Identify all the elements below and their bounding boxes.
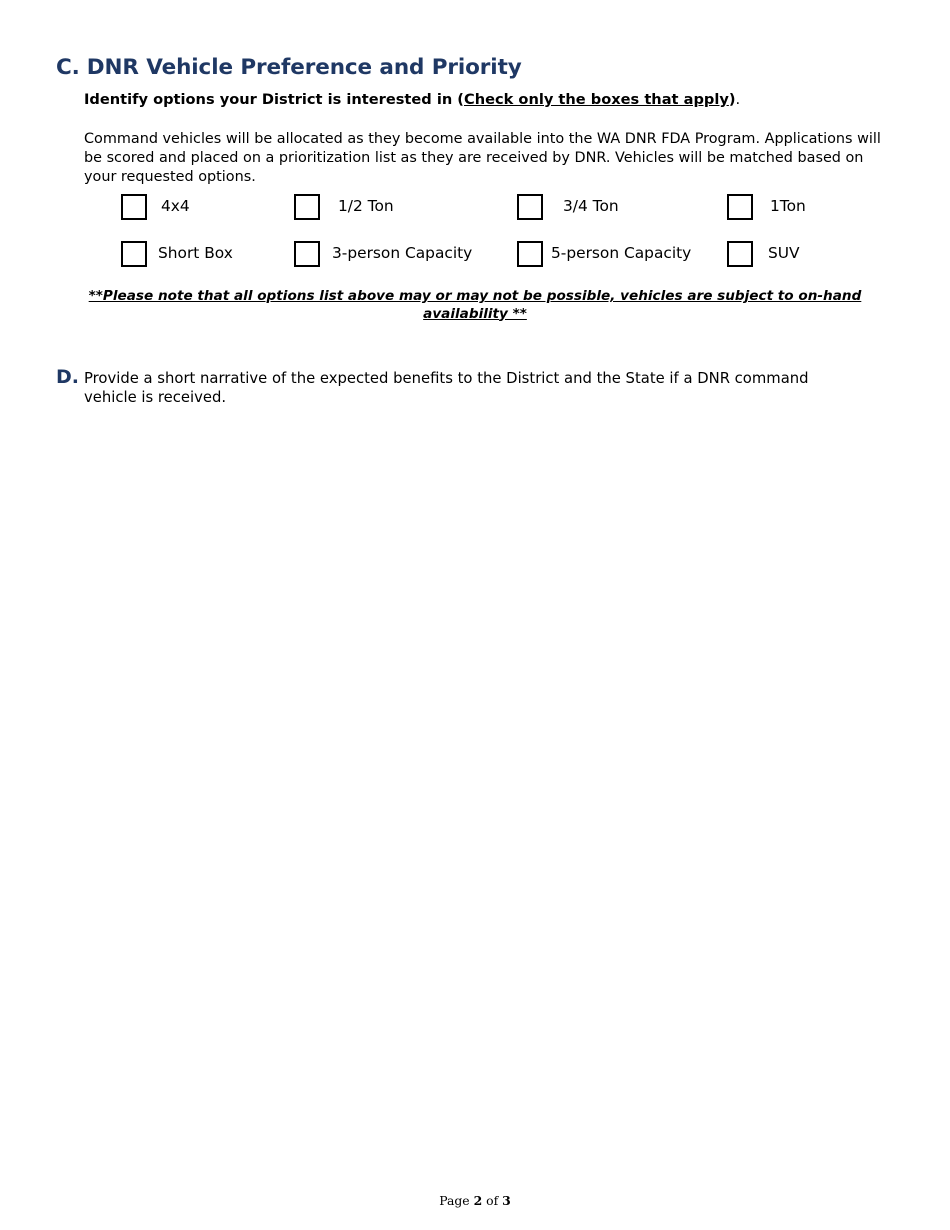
availability-note-text: **Please note that all options list above may or may not be possible, vehicles are subject to on-hand availability ** <box>88 288 862 322</box>
identify-lead-text: Identify options your District is interested in ( <box>84 91 464 108</box>
vehicle-options-checkbox-grid <box>0 194 950 288</box>
section-d-letter: D. <box>56 366 79 388</box>
section-c-heading <box>56 55 522 80</box>
page-footer <box>0 1193 950 1208</box>
option-three-person-capacity[interactable] <box>294 241 472 267</box>
option-label-short-box: Short Box <box>158 244 233 263</box>
section-c-intro-paragraph: Command vehicles will be allocated as they become available into the WA DNR FDA Program. Applications will be scored and placed on a prioritization list as they are received by DNR. Vehicles will be matched based on your requested options. <box>84 131 881 185</box>
section-c-title: DNR Vehicle Preference and Priority <box>86 55 522 80</box>
checkbox-4x4[interactable] <box>121 194 147 220</box>
option-label-three-quarter-ton: 3/4 Ton <box>563 197 619 216</box>
option-short-box[interactable] <box>121 241 233 267</box>
identify-close-paren: ) <box>728 91 736 108</box>
check-only-boxes-emphasis: Check only the boxes that apply <box>463 91 729 108</box>
option-label-three-person-capacity: 3-person Capacity <box>332 244 473 263</box>
identify-period: . <box>735 91 741 108</box>
option-suv[interactable] <box>727 241 800 267</box>
checkbox-half-ton[interactable] <box>294 194 320 220</box>
identify-options-instruction <box>84 91 740 108</box>
section-d-prompt: Provide a short narrative of the expected benefits to the District and the State if a DNR command vehicle is received. <box>84 370 809 406</box>
checkbox-row-2 <box>0 241 950 288</box>
checkbox-suv[interactable] <box>727 241 753 267</box>
checkbox-one-ton[interactable] <box>727 194 753 220</box>
option-label-half-ton: 1/2 Ton <box>338 197 394 216</box>
option-4x4[interactable] <box>121 194 190 220</box>
option-three-quarter-ton[interactable] <box>517 194 619 220</box>
footer-middle: of <box>486 1193 499 1208</box>
checkbox-five-person-capacity[interactable] <box>517 241 543 267</box>
option-label-4x4: 4x4 <box>161 197 190 216</box>
option-label-suv: SUV <box>768 244 800 263</box>
option-five-person-capacity[interactable] <box>517 241 691 267</box>
availability-note <box>75 288 875 323</box>
footer-total-pages: 3 <box>502 1193 511 1208</box>
checkbox-short-box[interactable] <box>121 241 147 267</box>
checkbox-three-person-capacity[interactable] <box>294 241 320 267</box>
section-c-letter: C. <box>56 55 80 80</box>
footer-current-page: 2 <box>473 1193 483 1208</box>
option-one-ton[interactable] <box>727 194 806 220</box>
footer-prefix: Page <box>439 1193 470 1208</box>
checkbox-row-1 <box>0 194 950 241</box>
checkbox-three-quarter-ton[interactable] <box>517 194 543 220</box>
option-label-one-ton: 1Ton <box>770 197 806 216</box>
option-half-ton[interactable] <box>294 194 394 220</box>
option-label-five-person-capacity: 5-person Capacity <box>551 244 692 263</box>
